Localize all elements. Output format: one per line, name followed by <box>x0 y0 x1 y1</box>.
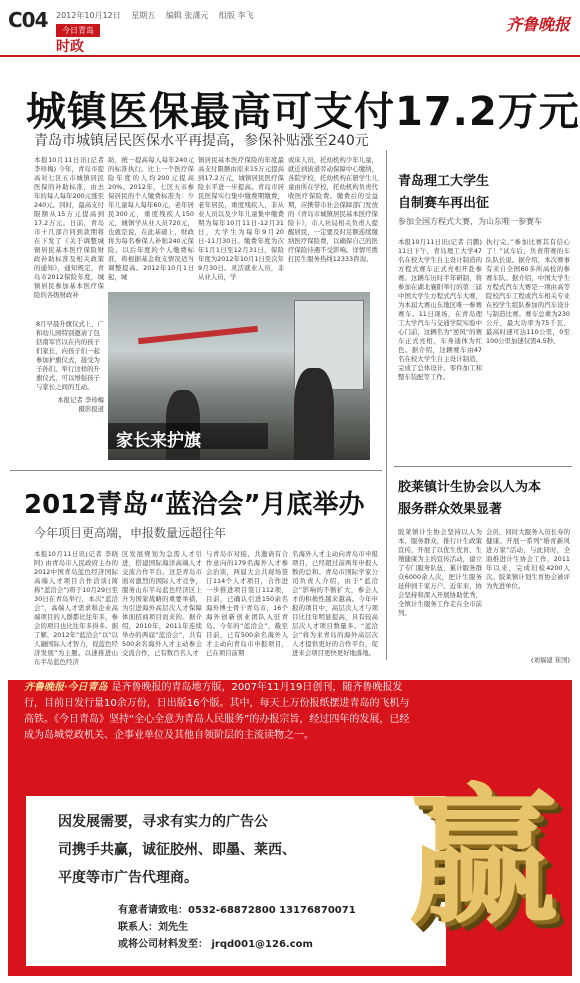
issue-editor: 编辑 张潇元 <box>165 11 209 20</box>
lead-column-4: 或床人员，托幼机构少年儿童，就近到街道劳动保障中心缴纳，各院学校，托幼机构在册学生儿童由所在学校，托幼机构负责代收医疗保险费。缴费后的受益期，应携带市社会保障部门发放的《青岛市城镇居民基本医疗保险卡》，市人社局相关负责人提醒居民，一定要及时足额连续缴纳医疗保险费，以确保自己的医疗保险待遇不受影响。详情可拨打民生服务热线12333咨询。 <box>288 156 378 263</box>
side2-headline-2: 服务群众效果显著 <box>398 502 503 517</box>
lead-column-3: 镇居民基本医疗保险的年度最高支付限额由原来15万元提高到17.2万元，城镇居民医疗保险水平进一步提高。青岛市居民医保实行集中缴费期缴费，老年居民，重度残疾人，非从业人员以及少年儿童集中缴费期为每年10月11日-12月31日，大学生为每年9月20日-11月30日。缴费年度为次年1月1日至12月31日，保险年度为2012年10月1日至次年9月30日。灵活就业人员，非从业人员，学 <box>198 156 284 281</box>
ad-win-char: 赢 <box>408 769 559 945</box>
ad-logo: 齐鲁晚报·今日青岛 <box>24 682 108 693</box>
ad-contact <box>118 902 356 953</box>
photo-person <box>294 368 334 460</box>
second-column-4: 名海外人才主动向青岛市申报项目，已经超过前两年申报人数的总和。青岛市国际学家公司负责人介绍，由于“蓝洽会”影响的不断扩大，参会人才的积极性越来越高。今年申报的项目中，高层次人才与项目比往年明显提高，具有较高层次人才项目数量多。“蓝洽会”将为来青岛的海外高层次人才提供更好的合作平台，促进来会项目更快更好地落地。 <box>292 550 378 657</box>
ad-message <box>58 808 388 892</box>
side2-headline: 胶莱镇计生协会以人为本 <box>398 480 542 495</box>
section-tab: 今日青岛 <box>56 24 100 37</box>
second-column-1: 本报10月11日讯(记者 李晓阿) 由青岛市人民政府主办的2012中国青岛蓝色经济国际高端人才项目合作洽谈(简称“蓝洽会”)将于10月29日至30日在青岛举行，本次“蓝洽会”，高端人才需求和企业高端项目的人群都比往年多，参会的项目也比往年多得多。据了解，2012年“蓝洽会”以“以人融国际人才智力，促蓝色经济发展”为主题。以速推进山东半岛蓝色经济 <box>34 550 118 666</box>
ad-line-2: 司携手共赢，诚征胶州、即墨、莱西、 <box>58 842 296 858</box>
side2-column-2: 会员，同时大服务入员长寿的健康。开展一系列“婚育新风进万家”活动，与此同时，全面推进计生协会工作，2011年以来，完成妇检4200人次。胶莱镇计划生育协会被评为先进单位。 <box>486 528 570 590</box>
second-column-2: 区发展规划为急需人才引进，搭建国际海洋高端人才交流合作平台。这是青岛市面对激烈的国际人才竞争，服务山东半岛蓝色经济区上升为国家战略的重要举措，为引进海外高层次人才保障体面招商项目而来的。据介绍，2010年，2011年连续举办的两届“蓝洽会”，共有500余名海外人才主动参会交流合作，已有数百名人才 <box>122 550 202 657</box>
second-column-3: 与青岛市对接，共邀请有合作意向的179名海外人才参会治谈，两届大会共现场签订114个人才项目，合作进一步推进项目签订112项，目前，已确认引进150余名海外博士骨干青岛市，16个海外创新创业团队入驻青岛。今年的“蓝洽会”，截至目前，已有500余名海外人才主动向青岛市申报项目，已在项目前期 <box>206 550 288 657</box>
side2-byline: (刘福建 崔国) <box>531 656 570 664</box>
side-divider <box>394 466 572 467</box>
ad-line-1: 因发展需要，寻求有实力的广告公 <box>58 814 268 830</box>
photo-flag <box>138 326 258 345</box>
issue-weekday: 星期五 <box>131 11 156 20</box>
lead-subheadline: 青岛市城镇居民医保水平再提高，参保补贴涨至240元 <box>34 133 369 149</box>
column-divider <box>386 150 387 660</box>
ad-intro <box>24 680 416 744</box>
page-header <box>0 0 580 56</box>
lead-column-1: 本报10月11日讯(记者 李珍梅) 今年，青岛市提高对七区五市城镇居民医保的补助标准，由去年的每人每年200元涨至240元。同时，最高支付限额从15万元提高到17.2万元。日前，青岛市十几部合同到款期将在下发了《关于调整城镇居民基本医疗保险财政补助标准及相关政策的通知》，通知规定，青岛市2012保险年度，城镇居民参加基本医疗保险的各级财政补 <box>34 156 104 299</box>
issue-info <box>56 10 261 21</box>
side1-column-1: 本报10月11日讯(记者 吕鹏) 11日下午，青岛理工大学47名在校大学生自主设计制造的方程式赛车正式亮相开赴参赛。这辆车历时半年研制，将参加在湖北襄阳举行的第三届中国大学生方程式汽车大赛，为本届大赛山东地区唯一参赛赛车。11日现场，在青岛理工大学汽车与交通学院实验中心门前，这辆名为“逆风”的赛车正式亮相，车身通体为红色。据介绍，这辆赛车由47名在校大学生自主设计制造，完成了总体设计、零件加工和整车装配等工作。 <box>398 238 482 381</box>
issue-date: 2012年10月12日 <box>56 11 121 20</box>
side1-headline-2: 自制赛车再出征 <box>398 196 490 211</box>
ad-win-graphic <box>408 750 558 965</box>
photo-reporter: 本报记者 李珍梅 <box>57 396 104 404</box>
side1-headline: 青岛理工大学生 <box>398 174 490 189</box>
side2-column-1: 胶莱镇计生协会坚持以人为本，服务群众，推行计生政策宣传，开展了以优生优育、生殖健康为主的宣传活动，建立了专门服务队伍，累计服务群众6000余人次，把计生服务延伸到千家万户。近年来，协会坚持和深入开展协助优秀，全镇计生服务工作走在全市前列。 <box>398 528 482 617</box>
paper-logo: 齐鲁晚报 <box>505 15 570 34</box>
issue-proof: 组版 李飞 <box>218 11 254 20</box>
advertisement <box>8 680 572 976</box>
photo-caption: 家长来护旗 <box>116 431 201 451</box>
ad-intro-text: 是齐鲁晚报的青岛地方版，2007年11月19日创刊，随齐鲁晚报发行，目前日发行量10余万份，日出版16个版。其中，每天上万份报纸摆进青岛的飞机与高铁。《今日青岛》坚持“全心全意为青岛人民服务”的办报宗旨，经过四年的发展，已经成为岛城党政机关、企事业单位及其他自领阶层的主流读物之一。 <box>24 682 410 741</box>
photo-side-caption-text: 8月早晨升旗仪式上，广和幼儿园特别邀请了包括南军官以在内的孩子们家长，向孩子们一起参加护旗仪式，接受为子孙们，举行这样的升旗仪式，可以增强孩子与家长之间的互动。 <box>36 320 104 391</box>
ad-phone: 有意者请致电：0532-68872800 13176870071 <box>118 905 356 916</box>
lead-column-2: 助，统一提高每人每年240元的标准执行。比上一个医疗保险年度的人均200元提高20%。2012年，七区五市参保居民的个人缴费标准为：少年儿童每人每年60元，老年居民300元，重度残疾人150元，城镇学从业人员720元，也就是说，在此基础上，财政将为每名参保人补贴240元保险。以后年度的个人缴费标准，将根据基金收支情况适当调整提高。2012年10月1日起，城 <box>108 156 194 281</box>
ad-line-3: 平度等市广告代理商。 <box>58 870 198 886</box>
side1-deck: 参加全国方程式大赛，为山东唯一参赛车 <box>398 217 542 226</box>
header-divider <box>0 55 580 57</box>
page-code: C04 <box>8 8 48 32</box>
photo-side-caption <box>36 320 104 414</box>
ad-contact-person: 联系人：刘先生 <box>118 922 188 933</box>
section-divider <box>10 470 382 471</box>
section-name: 时政 <box>56 39 84 55</box>
second-headline: 2012青岛“蓝洽会”月底举办 <box>24 490 365 520</box>
side1-column-2: 执行完。”参加比赛其有信心了！”试车后，负责带赛的车队队长说。据介绍，本次赛事有来自全国60多所高校的参赛车队。据介绍，中国大学生方程式汽车大赛是一项由高等院校汽车工程或汽车相关专业在校学生组队参加的汽车设计与制造比赛。赛车总重为230公斤，最大功率为75千瓦，最高时速可达110公里，0至100公里加速仅需4.5秒。 <box>486 238 570 345</box>
second-subheadline: 今年项目更高端，申报数量远超往年 <box>34 526 227 540</box>
photo-credit: 摄影报道 <box>78 405 104 413</box>
ad-email: 或将公司材料发至： jrqd001@126.com <box>118 939 313 950</box>
lead-headline: 城镇医保最高可支付17.2万元 <box>26 89 580 135</box>
